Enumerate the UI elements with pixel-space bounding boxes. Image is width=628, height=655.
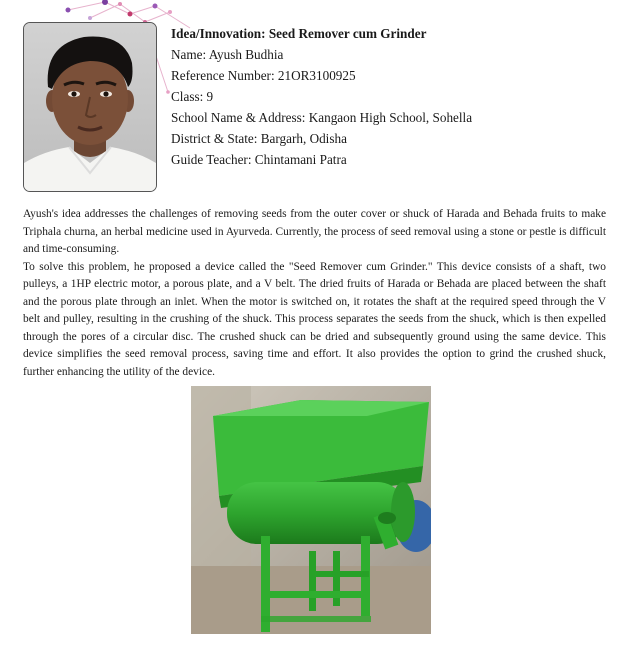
student-photo — [23, 22, 157, 192]
description-paragraph-1: Ayush's idea addresses the challenges of removing seeds from the outer cover or shuck of Harada and Behada fruits to make Triphala churna, an herbal medicine used in Ayurveda. Currently, the process of seed removal using a stone or pestle is difficult and time-consuming. — [23, 208, 606, 255]
student-portrait-image — [24, 23, 156, 191]
device-photo — [191, 386, 431, 634]
guide-teacher: Guide Teacher: Chintamani Patra — [171, 152, 347, 167]
seed-remover-machine-image — [191, 386, 431, 634]
school-name-address: School Name & Address: Kangaon High School, Sohella — [171, 110, 473, 125]
district-state: District & State: Bargarh, Odisha — [171, 131, 347, 146]
idea-title: Idea/Innovation: Seed Remover cum Grinder — [171, 26, 427, 41]
student-class: Class: 9 — [171, 89, 214, 104]
idea-description — [23, 206, 606, 381]
reference-number: Reference Number: 21OR3100925 — [171, 68, 356, 83]
profile-info — [171, 23, 472, 170]
description-paragraph-2: To solve this problem, he proposed a device called the "Seed Remover cum Grinder." This device consists of a shaft, two pulleys, a 1HP electric motor, a porous plate, and a V belt. The dried fruits of Harada or Behada are placed between the shaft and the porous plate through an inlet. When the motor is switched on, it rotates the shaft at the required speed through the V belt and pulley, resulting in the crushing of the shuck. This process separates the seeds from the shuck, which is then expelled through the pores of a circular disc. The crushed shuck can be dried and subsequently ground using the same device. This device simplifies the seed removal process, saving time and effort. It also provides the option to grind the crushed shuck, further enhancing the utility of the device. — [23, 260, 606, 378]
student-name: Name: Ayush Budhia — [171, 47, 284, 62]
